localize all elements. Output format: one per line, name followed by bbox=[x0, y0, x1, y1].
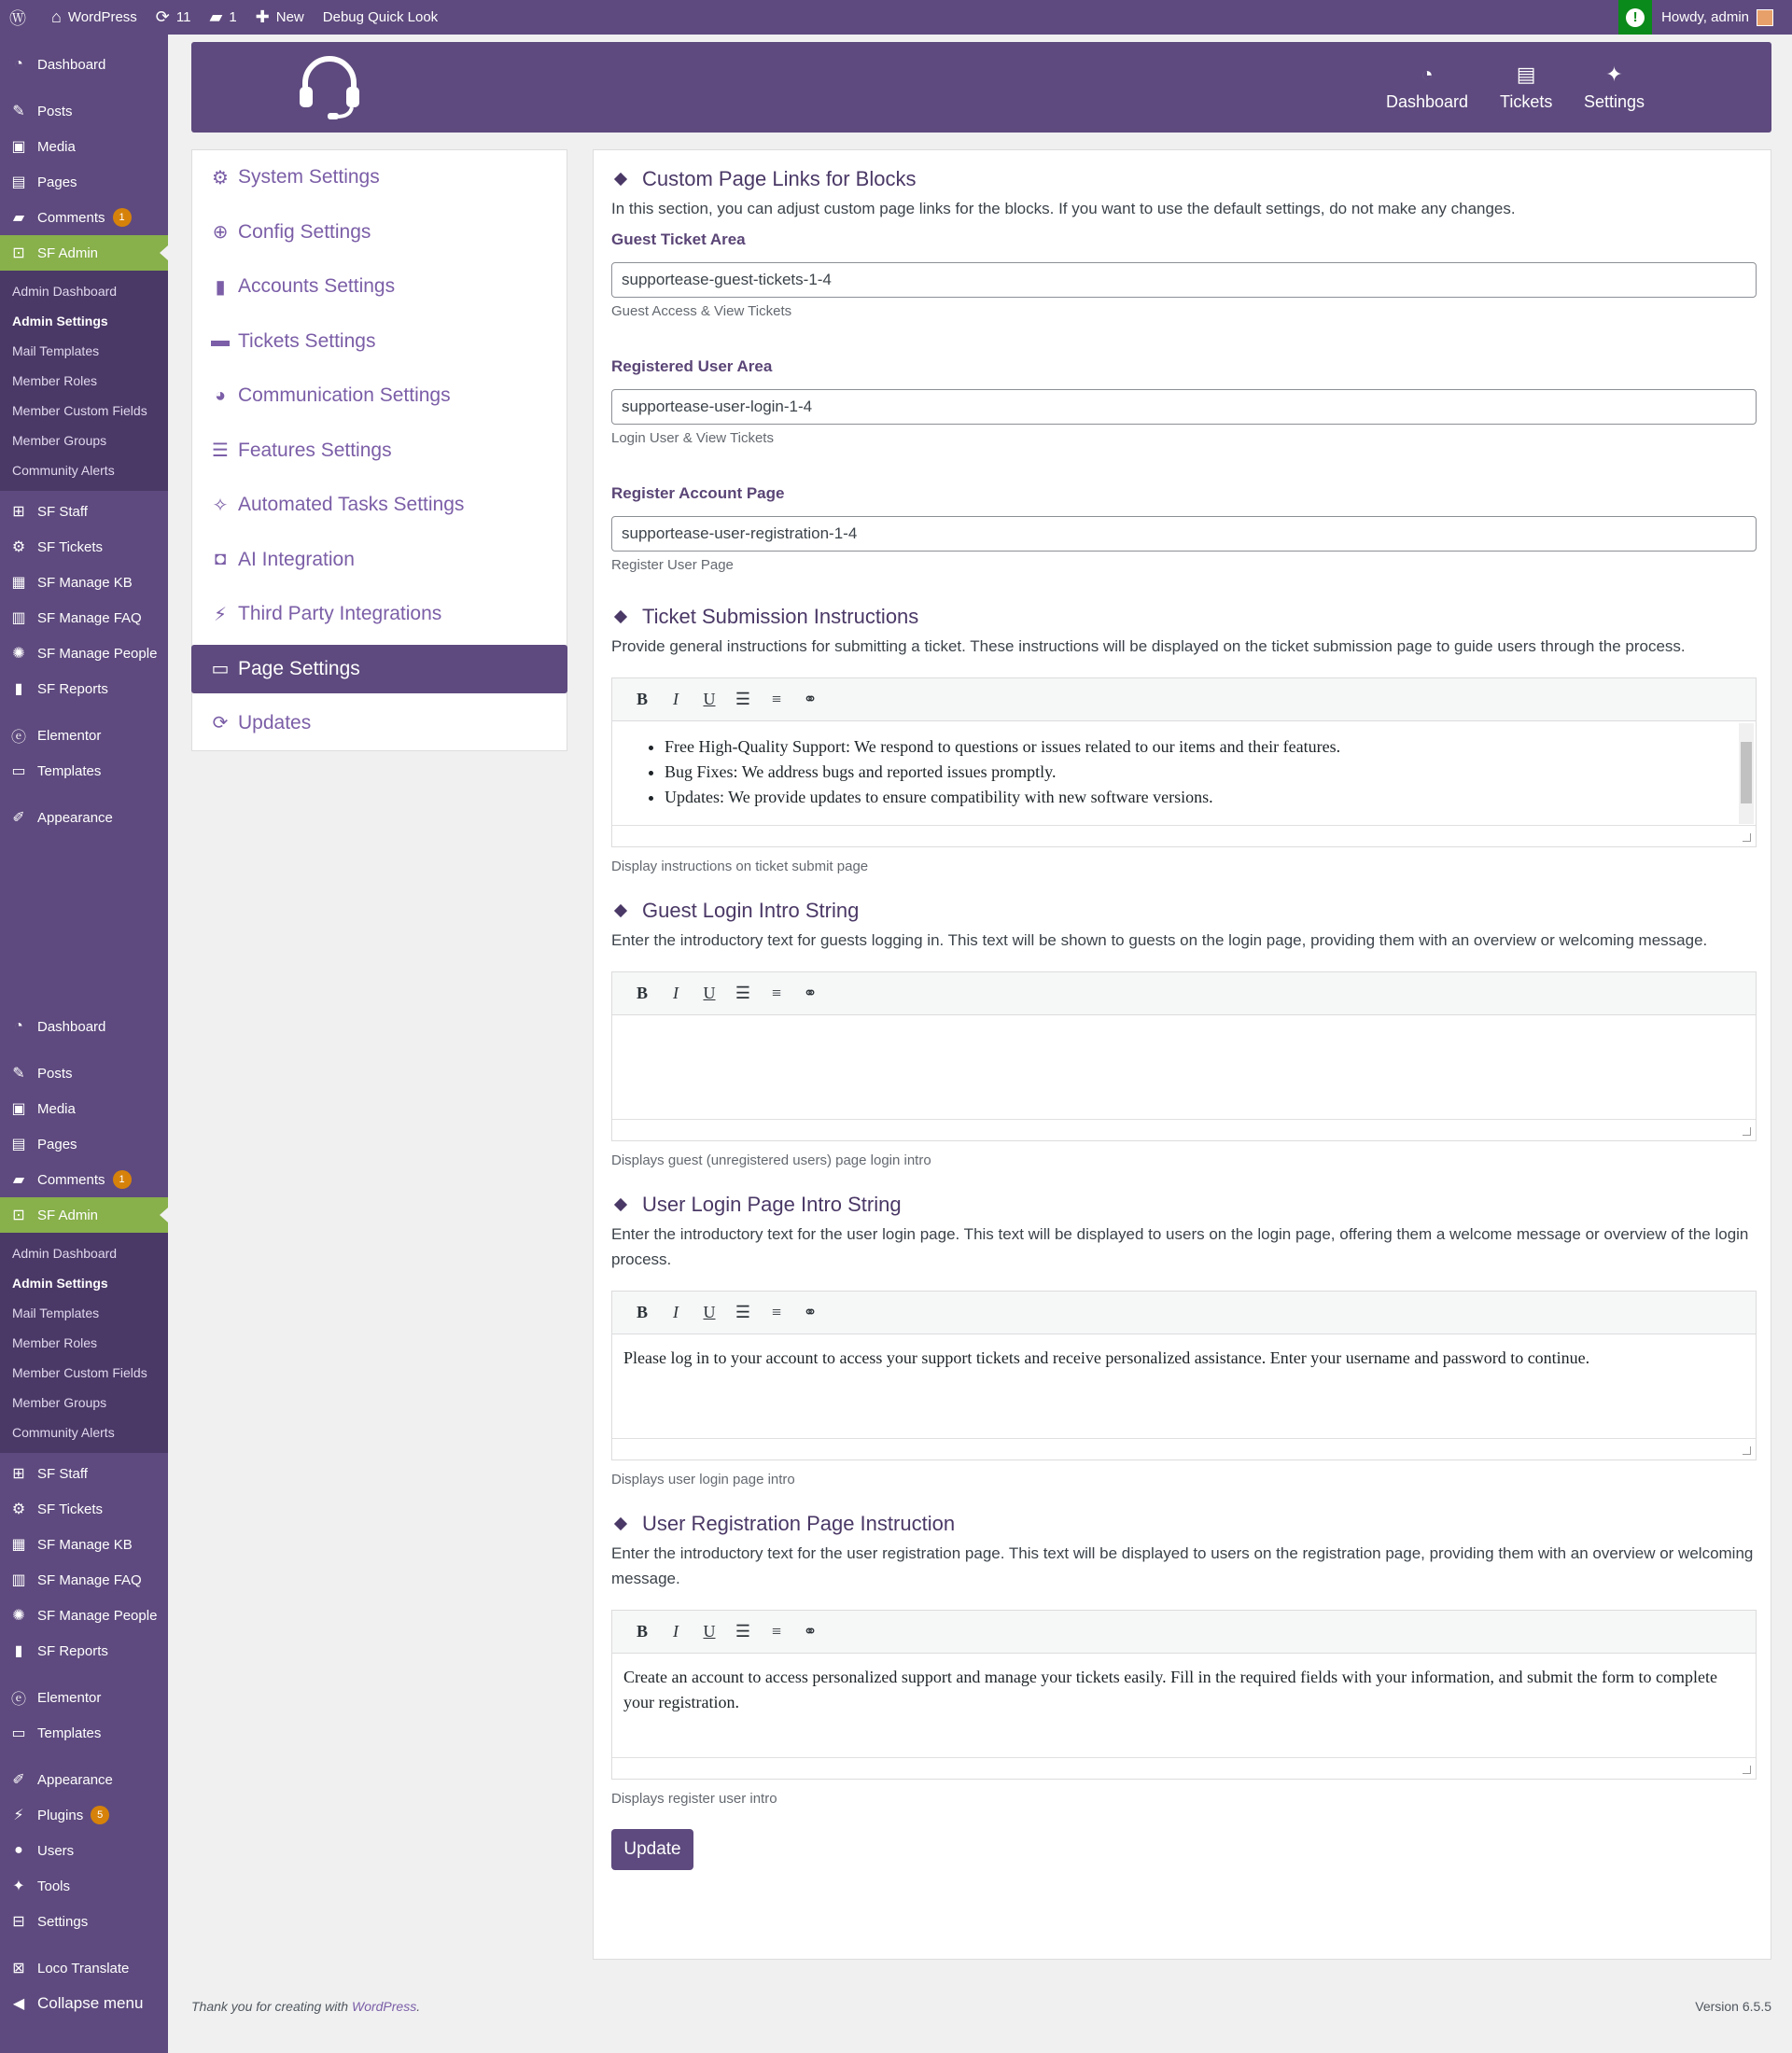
section-desc: Enter the introductory text for the user login page. This text will be displayed to users on the login page, offering them a welcome message or overview of the login process. bbox=[611, 1225, 1749, 1268]
editor-resize-handle[interactable] bbox=[612, 826, 1756, 846]
underline-icon[interactable]: U bbox=[703, 984, 716, 1002]
italic-icon[interactable]: I bbox=[673, 1303, 679, 1321]
menu-pages-2[interactable]: ▤ Pages bbox=[0, 1126, 168, 1162]
status-indicator[interactable] bbox=[1618, 0, 1652, 35]
home-icon: ⌂ bbox=[51, 7, 62, 26]
folder-icon: ▭ bbox=[11, 763, 26, 779]
wordpress-link[interactable]: WordPress bbox=[351, 1999, 417, 2014]
italic-icon[interactable]: I bbox=[673, 984, 679, 1002]
user-login-intro-help: Displays user login page intro bbox=[611, 1472, 795, 1487]
register-account-page-input[interactable] bbox=[611, 516, 1757, 552]
menu-sf-reports[interactable]: ▮ SF Reports bbox=[0, 671, 168, 706]
menu-sf-tickets[interactable]: ⚙ SF Tickets bbox=[0, 529, 168, 565]
user-login-intro-editor bbox=[611, 1291, 1757, 1460]
nav-page-settings[interactable]: ▭ Page Settings bbox=[191, 645, 567, 693]
menu-posts-2[interactable]: ✎ Posts bbox=[0, 1055, 168, 1091]
menu-dashboard[interactable]: ◔ Dashboard bbox=[0, 47, 168, 82]
underline-icon[interactable]: U bbox=[703, 1303, 716, 1321]
menu-comments-2[interactable]: ▰ Comments 1 bbox=[0, 1162, 168, 1197]
menu-elementor-2[interactable]: ⓔ Elementor bbox=[0, 1680, 168, 1715]
plug-icon: ⚡ bbox=[213, 604, 228, 625]
user-icon: ● bbox=[14, 1842, 23, 1858]
bullet-list-icon[interactable]: ☰ bbox=[735, 1622, 751, 1641]
menu-media-2[interactable]: ▣ Media bbox=[0, 1091, 168, 1126]
collapse-icon: ◀ bbox=[12, 1996, 25, 2012]
numbered-list-icon[interactable]: ≡ bbox=[771, 690, 782, 708]
plugins-count-badge: 5 bbox=[91, 1806, 109, 1824]
brush-icon: ✐ bbox=[12, 810, 25, 826]
menu-templates[interactable]: ▭ Templates bbox=[0, 753, 168, 789]
globe-icon: ⊕ bbox=[212, 222, 229, 244]
sf-admin-submenu-2 bbox=[0, 1233, 168, 1453]
admin-sidebar bbox=[0, 35, 168, 2053]
refresh-icon: ⟳ bbox=[212, 713, 229, 734]
submenu-admin-settings[interactable]: Admin Settings bbox=[12, 314, 108, 328]
dashboard-icon: ◔ bbox=[14, 1018, 23, 1034]
plugin-header bbox=[191, 42, 1771, 133]
dashboard-icon: ◔ bbox=[1421, 63, 1434, 86]
menu-sf-admin[interactable]: ⊡ SF Admin bbox=[0, 235, 168, 271]
ticket-icon: ▬ bbox=[211, 330, 230, 352]
submenu-member-custom-fields[interactable]: Member Custom Fields bbox=[12, 403, 147, 418]
editor-resize-handle[interactable] bbox=[612, 1439, 1756, 1459]
underline-icon[interactable]: U bbox=[703, 1622, 716, 1641]
editor-toolbar bbox=[612, 972, 1756, 1015]
diamond-icon bbox=[614, 1517, 627, 1530]
list-item: • Updates: We provide updates to ensure compatibility with new software versions. bbox=[665, 785, 1744, 810]
registered-user-area-input[interactable] bbox=[611, 389, 1757, 425]
guest-ticket-area-label: Guest Ticket Area bbox=[611, 230, 746, 248]
footer-version: Version 6.5.5 bbox=[1695, 1999, 1771, 2014]
admin-icon: ⊡ bbox=[12, 245, 25, 261]
user-registration-help: Displays register user intro bbox=[611, 1791, 777, 1807]
menu-sf-manage-kb-2[interactable]: ▦ SF Manage KB bbox=[0, 1527, 168, 1562]
bullet-list-icon[interactable]: ☰ bbox=[735, 1303, 751, 1321]
menu-posts[interactable]: ✎ Posts bbox=[0, 93, 168, 129]
bold-icon[interactable]: B bbox=[636, 690, 648, 708]
comments-count-badge: 1 bbox=[113, 208, 132, 227]
submenu-member-groups[interactable]: Member Groups bbox=[12, 433, 107, 448]
brush-icon: ✐ bbox=[12, 1772, 25, 1788]
dashboard-icon: ◔ bbox=[14, 56, 23, 72]
link-icon[interactable]: ⚭ bbox=[803, 984, 818, 1002]
link-icon[interactable]: ⚭ bbox=[803, 1622, 818, 1641]
people-icon: ✺ bbox=[12, 1608, 25, 1624]
header-nav-tickets[interactable]: ▤ Tickets bbox=[1500, 63, 1553, 111]
editor-resize-handle[interactable] bbox=[612, 1758, 1756, 1779]
nav-accounts-settings[interactable]: ▮ Accounts Settings bbox=[192, 259, 567, 314]
menu-sf-reports-2[interactable]: ▮ SF Reports bbox=[0, 1633, 168, 1669]
submenu-mail-templates[interactable]: Mail Templates bbox=[12, 1306, 100, 1320]
people-icon: ✺ bbox=[12, 646, 25, 662]
bullet-list-icon[interactable]: ☰ bbox=[735, 690, 751, 708]
list-item: • Free High-Quality Support: We respond to questions or issues related to our items and their features. bbox=[665, 734, 1744, 760]
monitor-icon: ▭ bbox=[211, 659, 230, 679]
menu-loco-translate[interactable]: ⊠ Loco Translate bbox=[0, 1950, 168, 1986]
submenu-member-custom-fields[interactable]: Member Custom Fields bbox=[12, 1365, 147, 1380]
robot-icon: ◘ bbox=[214, 549, 227, 570]
tickets-icon: ⚙ bbox=[11, 539, 26, 555]
list-item: • Bug Fixes: We address bugs and reported issues promptly. bbox=[665, 760, 1744, 785]
menu-templates-2[interactable]: ▭ Templates bbox=[0, 1715, 168, 1751]
submenu-member-groups[interactable]: Member Groups bbox=[12, 1395, 107, 1410]
translate-icon: ⊠ bbox=[12, 1961, 25, 1976]
bold-icon[interactable]: B bbox=[636, 1622, 648, 1641]
submenu-admin-dashboard[interactable]: Admin Dashboard bbox=[12, 284, 118, 299]
nav-features-settings[interactable]: ☰ Features Settings bbox=[192, 424, 567, 479]
menu-plugins[interactable]: ⚡ Plugins 5 bbox=[0, 1797, 168, 1833]
guest-login-intro-body[interactable] bbox=[612, 1015, 1756, 1120]
menu-dashboard-2[interactable]: ◔ Dashboard bbox=[0, 1009, 168, 1044]
editor-toolbar bbox=[612, 1611, 1756, 1654]
folder-icon: ▭ bbox=[11, 1725, 26, 1741]
editor-scrollbar[interactable] bbox=[1739, 723, 1754, 824]
tickets-icon: ⚙ bbox=[11, 1501, 26, 1517]
debug-quick-look-link[interactable]: Debug Quick Look bbox=[322, 9, 439, 25]
submenu-member-roles[interactable]: Member Roles bbox=[12, 1335, 98, 1350]
menu-appearance[interactable]: ✐ Appearance bbox=[0, 800, 168, 835]
comment-icon: ▰ bbox=[209, 7, 223, 26]
pages-icon: ▤ bbox=[11, 175, 26, 190]
editor-toolbar bbox=[612, 678, 1756, 721]
menu-sf-admin-2[interactable]: ⊡ SF Admin bbox=[0, 1197, 168, 1233]
menu-pages[interactable]: ▤ Pages bbox=[0, 164, 168, 200]
menu-tools[interactable]: ✦ Tools bbox=[0, 1868, 168, 1904]
bullet-list-icon[interactable]: ☰ bbox=[735, 984, 751, 1002]
submenu-admin-settings[interactable]: Admin Settings bbox=[12, 1276, 108, 1291]
guest-login-intro-help: Displays guest (unregistered users) page login intro bbox=[611, 1152, 931, 1168]
user-registration-editor bbox=[611, 1610, 1757, 1780]
footer-thanks: Thank you for creating with WordPress. bbox=[191, 1999, 421, 2014]
magic-wand-icon: ✧ bbox=[212, 495, 229, 516]
plus-icon: ✚ bbox=[255, 7, 270, 26]
admin-icon: ⊡ bbox=[12, 1208, 25, 1223]
nav-communication-settings[interactable]: ◕ Communication Settings bbox=[192, 369, 567, 424]
nav-ai-integration[interactable]: ◘ AI Integration bbox=[192, 533, 567, 588]
editor-toolbar bbox=[612, 1292, 1756, 1334]
wordpress-icon: Ⓦ bbox=[9, 8, 26, 28]
section-desc: In this section, you can adjust custom page links for the blocks. If you want to use the default settings, do not make any changes. bbox=[611, 200, 1516, 217]
section-desc: Enter the introductory text for guests logging in. This text will be shown to guests on the login page, providing them with an overview or welcoming message. bbox=[611, 931, 1708, 949]
staff-icon: ⊞ bbox=[12, 1466, 25, 1482]
diamond-icon bbox=[614, 173, 627, 186]
section-title-user-registration: User Registration Page Instruction bbox=[611, 1512, 1754, 1536]
alert-icon: ! bbox=[1626, 8, 1645, 27]
plug-icon: ⚡ bbox=[13, 1808, 24, 1823]
submenu-admin-dashboard[interactable]: Admin Dashboard bbox=[12, 1246, 118, 1261]
guest-login-intro-editor bbox=[611, 971, 1757, 1141]
elementor-icon: ⓔ bbox=[10, 1691, 26, 1708]
gears-icon: ⚙ bbox=[212, 167, 229, 189]
table-icon: ▤ bbox=[1516, 63, 1536, 86]
section-title-custom-page-links: Custom Page Links for Blocks bbox=[611, 167, 1754, 191]
user-registration-body[interactable]: Create an account to access personalized support and manage your tickets easily. Fill in the required fields with your information, and submit the form to complete your registration. bbox=[612, 1654, 1756, 1758]
pin-icon: ✎ bbox=[12, 1066, 25, 1082]
nav-config-settings[interactable]: ⊕ Config Settings bbox=[192, 205, 567, 260]
italic-icon[interactable]: I bbox=[673, 1622, 679, 1641]
link-icon[interactable]: ⚭ bbox=[803, 690, 818, 708]
pin-icon: ✎ bbox=[12, 104, 25, 119]
numbered-list-icon[interactable]: ≡ bbox=[771, 1622, 782, 1641]
menu-sf-manage-faq-2[interactable]: ▥ SF Manage FAQ bbox=[0, 1562, 168, 1598]
menu-elementor[interactable]: ⓔ Elementor bbox=[0, 718, 168, 753]
diamond-icon bbox=[614, 610, 627, 623]
ticket-instructions-body[interactable] bbox=[612, 721, 1756, 826]
reports-icon: ▮ bbox=[14, 681, 23, 697]
scrollbar-thumb[interactable] bbox=[1741, 742, 1752, 803]
comments-count-badge: 1 bbox=[113, 1170, 132, 1189]
settings-icon: ⊟ bbox=[12, 1914, 25, 1930]
elementor-icon: ⓔ bbox=[10, 729, 26, 746]
updates-link[interactable]: ⟳ 11 bbox=[155, 7, 191, 26]
menu-comments[interactable]: ▰ Comments 1 bbox=[0, 200, 168, 235]
nav-system-settings[interactable]: ⚙ System Settings bbox=[192, 150, 567, 205]
staff-icon: ⊞ bbox=[12, 504, 25, 520]
sliders-icon: ☰ bbox=[212, 440, 229, 462]
user-login-intro-body[interactable]: Please log in to your account to access your support tickets and receive personalized assistance. Enter your username and password to continue. bbox=[612, 1334, 1756, 1439]
submenu-community-alerts[interactable]: Community Alerts bbox=[12, 1425, 115, 1440]
menu-sf-manage-people-2[interactable]: ✺ SF Manage People bbox=[0, 1598, 168, 1633]
reports-icon: ▮ bbox=[14, 1643, 23, 1659]
underline-icon[interactable]: U bbox=[703, 690, 716, 708]
registered-user-area-label: Registered User Area bbox=[611, 357, 773, 375]
menu-media[interactable]: ▣ Media bbox=[0, 129, 168, 164]
section-title-user-login-intro: User Login Page Intro String bbox=[611, 1193, 1754, 1217]
section-title-ticket-submission: Ticket Submission Instructions bbox=[611, 605, 1754, 629]
media-icon: ▣ bbox=[11, 139, 26, 155]
section-desc: Provide general instructions for submitting a ticket. These instructions will be displayed on the ticket submission page to guide users through the process. bbox=[611, 637, 1686, 655]
register-account-page-help: Register User Page bbox=[611, 557, 734, 573]
numbered-list-icon[interactable]: ≡ bbox=[771, 1303, 782, 1321]
new-content-link[interactable]: ✚ New bbox=[255, 7, 304, 26]
italic-icon[interactable]: I bbox=[673, 690, 679, 708]
section-title-guest-login-intro: Guest Login Intro String bbox=[611, 899, 1754, 923]
updates-icon: ⟳ bbox=[155, 7, 170, 26]
headset-icon bbox=[296, 53, 363, 120]
menu-appearance-2[interactable]: ✐ Appearance bbox=[0, 1762, 168, 1797]
registered-user-area-help: Login User & View Tickets bbox=[611, 430, 774, 446]
section-desc: Enter the introductory text for the user registration page. This text will be displayed to users on the registration page, providing them with an overview or welcoming message. bbox=[611, 1544, 1754, 1587]
comment-icon: ▰ bbox=[12, 1172, 25, 1188]
collapse-menu-button[interactable]: ◀ Collapse menu bbox=[0, 1986, 168, 2021]
avatar bbox=[1757, 9, 1773, 26]
ticket-instructions-editor bbox=[611, 677, 1757, 847]
menu-users[interactable]: ● Users bbox=[0, 1833, 168, 1868]
update-button[interactable]: Update bbox=[611, 1829, 693, 1870]
menu-sf-staff-2[interactable]: ⊞ SF Staff bbox=[0, 1456, 168, 1491]
comments-link[interactable]: ▰ 1 bbox=[209, 7, 237, 26]
page-settings-panel bbox=[593, 149, 1771, 1960]
comment-icon: ▰ bbox=[12, 210, 25, 226]
diamond-icon bbox=[614, 1198, 627, 1211]
sf-admin-submenu bbox=[0, 271, 168, 491]
menu-sf-manage-faq[interactable]: ▥ SF Manage FAQ bbox=[0, 600, 168, 635]
header-nav-dashboard[interactable]: ◔ Dashboard bbox=[1386, 63, 1469, 111]
bold-icon[interactable]: B bbox=[636, 984, 648, 1002]
submenu-community-alerts[interactable]: Community Alerts bbox=[12, 463, 115, 478]
submenu-mail-templates[interactable]: Mail Templates bbox=[12, 343, 100, 358]
wrench-icon: ✦ bbox=[1605, 63, 1623, 86]
site-name-link[interactable]: ⌂ WordPress bbox=[51, 7, 137, 26]
ticket-instructions-help: Display instructions on ticket submit page bbox=[611, 859, 869, 874]
link-icon[interactable]: ⚭ bbox=[803, 1303, 818, 1321]
wordpress-logo[interactable] bbox=[0, 0, 42, 35]
guest-ticket-area-help: Guest Access & View Tickets bbox=[611, 303, 792, 319]
kb-icon: ▦ bbox=[11, 575, 26, 591]
pages-icon: ▤ bbox=[11, 1137, 26, 1152]
register-account-page-label: Register Account Page bbox=[611, 484, 785, 502]
chat-icon: ◕ bbox=[214, 384, 227, 406]
diamond-icon bbox=[614, 904, 627, 917]
faq-icon: ▥ bbox=[11, 1572, 26, 1588]
kb-icon: ▦ bbox=[11, 1537, 26, 1553]
user-card-icon: ▮ bbox=[215, 276, 226, 298]
menu-sf-manage-people[interactable]: ✺ SF Manage People bbox=[0, 635, 168, 671]
bold-icon[interactable]: B bbox=[636, 1303, 648, 1321]
submenu-member-roles[interactable]: Member Roles bbox=[12, 373, 98, 388]
wrench-icon: ✦ bbox=[12, 1878, 25, 1894]
faq-icon: ▥ bbox=[11, 610, 26, 626]
nav-updates[interactable]: ⟳ Updates bbox=[192, 696, 567, 751]
header-nav-settings[interactable]: ✦ Settings bbox=[1584, 63, 1645, 111]
menu-sf-manage-kb[interactable]: ▦ SF Manage KB bbox=[0, 565, 168, 600]
media-icon: ▣ bbox=[11, 1101, 26, 1117]
nav-tickets-settings[interactable]: ▬ Tickets Settings bbox=[192, 314, 567, 370]
admin-bar bbox=[0, 0, 1792, 35]
guest-ticket-area-input[interactable] bbox=[611, 262, 1757, 298]
menu-settings[interactable]: ⊟ Settings bbox=[0, 1904, 168, 1939]
nav-automated-tasks-settings[interactable]: ✧ Automated Tasks Settings bbox=[192, 478, 567, 533]
settings-nav bbox=[191, 149, 567, 751]
numbered-list-icon[interactable]: ≡ bbox=[771, 984, 782, 1002]
menu-sf-tickets-2[interactable]: ⚙ SF Tickets bbox=[0, 1491, 168, 1527]
menu-sf-staff[interactable]: ⊞ SF Staff bbox=[0, 494, 168, 529]
account-menu[interactable]: Howdy, admin bbox=[1652, 0, 1792, 35]
editor-resize-handle[interactable] bbox=[612, 1120, 1756, 1140]
nav-third-party-integrations[interactable]: ⚡ Third Party Integrations bbox=[192, 587, 567, 642]
